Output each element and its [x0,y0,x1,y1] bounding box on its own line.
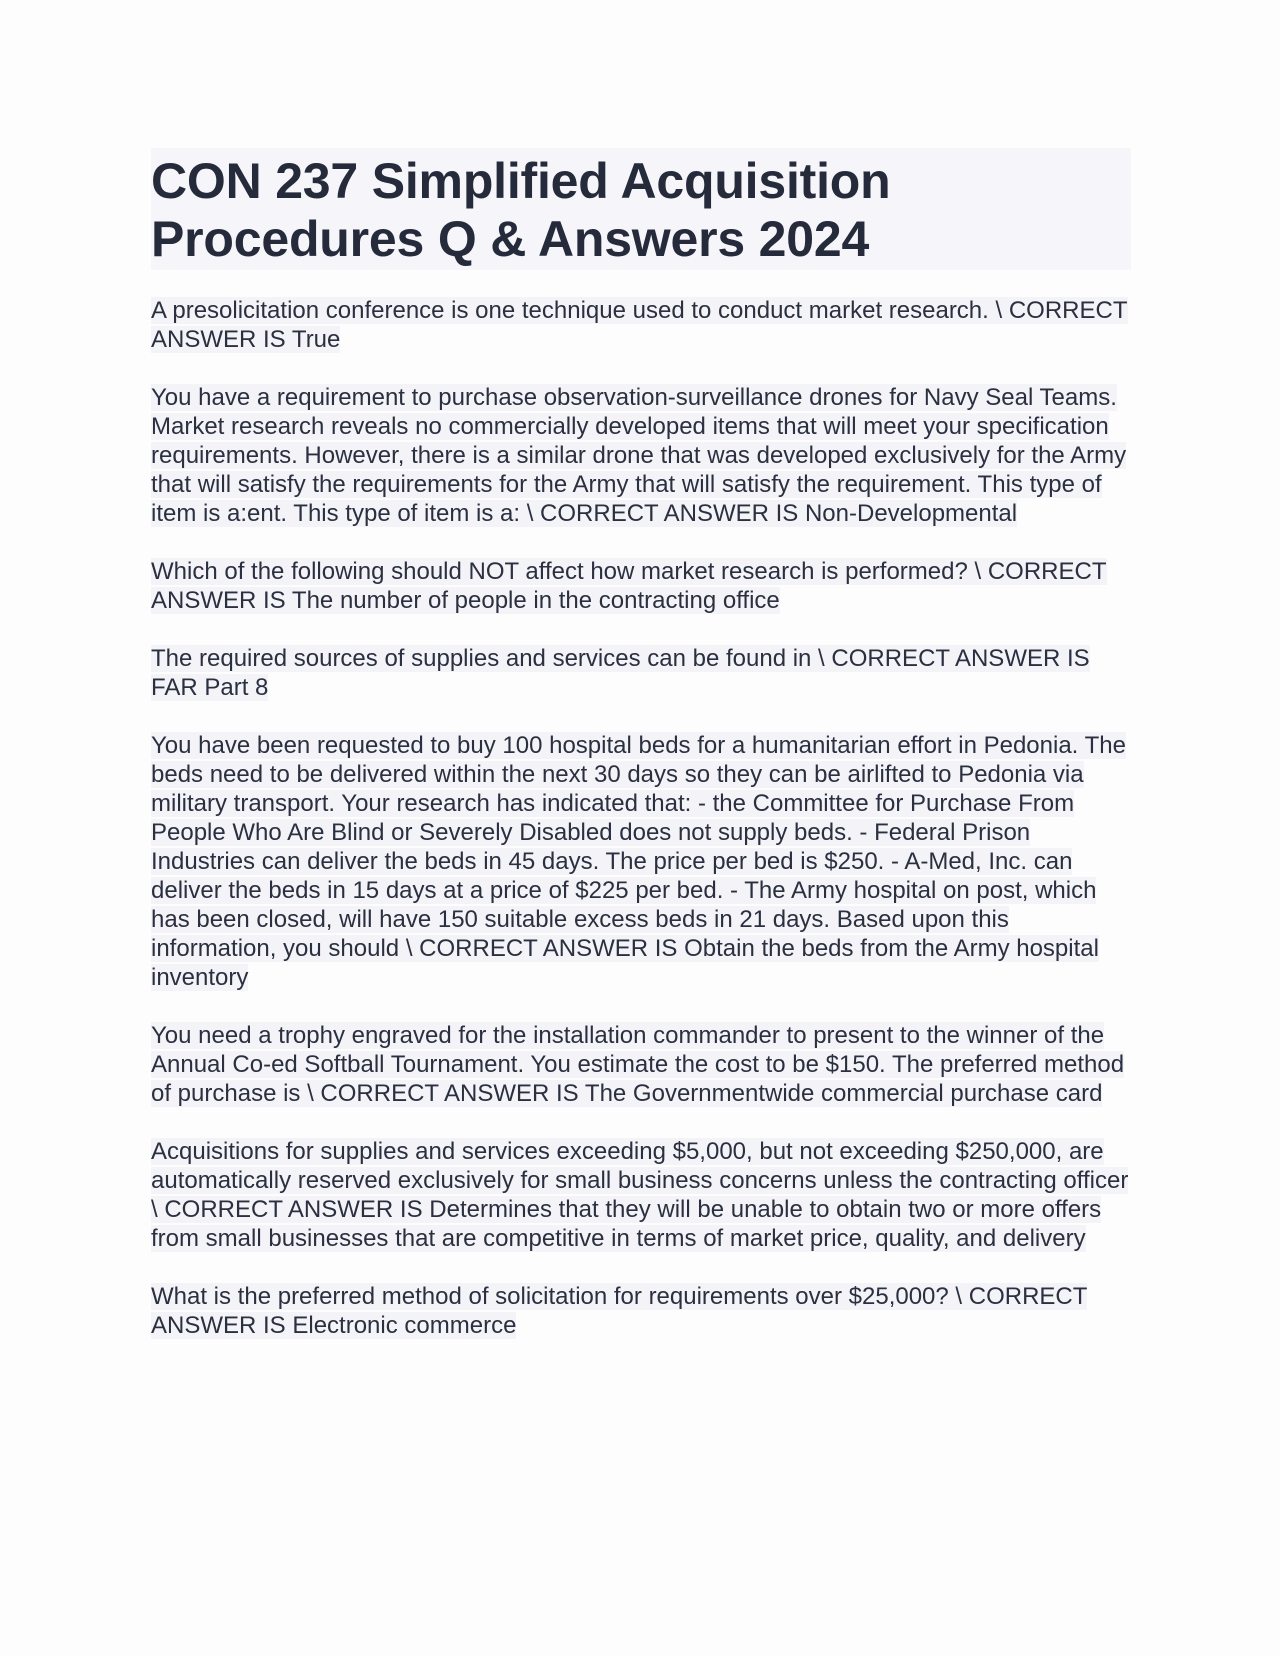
qa-item-6 [151,1021,1131,1108]
qa-item-8 [151,1282,1131,1340]
title-block [151,148,1131,270]
qa-item-2 [151,383,1131,528]
document-page [151,148,1131,1369]
qa-text: A presolicitation conference is one technique used to conduct market research. \ CORRECT ANSWER IS True [151,297,1128,353]
qa-item-4 [151,644,1131,702]
qa-text: Which of the following should NOT affect how market research is performed? \ CORRECT ANSWER IS The number of people in the contracting office [151,558,1107,614]
qa-text: What is the preferred method of solicitation for requirements over $25,000? \ CORRECT ANSWER IS Electronic commerce [151,1283,1088,1339]
qa-text: The required sources of supplies and services can be found in \ CORRECT ANSWER IS FAR Part 8 [151,645,1090,701]
qa-item-1 [151,296,1131,354]
qa-item-3 [151,557,1131,615]
qa-item-7 [151,1137,1131,1253]
page-title: CON 237 Simplified Acquisition Procedures Q & Answers 2024 [151,153,891,267]
qa-item-5 [151,731,1131,992]
qa-text: You need a trophy engraved for the installation commander to present to the winner of the Annual Co-ed Softball Tournament. You estimate the cost to be $150. The preferred method of purchase is \ CORRECT ANSWER IS The Governmentwide commercial purchase card [151,1022,1125,1107]
qa-text: You have a requirement to purchase observation-surveillance drones for Navy Seal Teams. Market research reveals no commercially developed items that will meet your specification requirements. However, there is a similar drone that was developed exclusively for the Army that will satisfy the requirements for the Army that will satisfy the requirement. This type of item is a:ent. This type of item is a: \ CORRECT ANSWER IS Non-Developmental [151,384,1127,527]
qa-text: Acquisitions for supplies and services exceeding $5,000, but not exceeding $250,000, are automatically reserved exclusively for small business concerns unless the contracting officer \ CORRECT ANSWER IS Determines that they will be unable to obtain two or more offers from small businesses that are competitive in terms of market price, quality, and delivery [151,1138,1129,1252]
qa-text: You have been requested to buy 100 hospital beds for a humanitarian effort in Pedonia. The beds need to be delivered within the next 30 days so they can be airlifted to Pedonia via military transport. Your research has indicated that: - the Committee for Purchase From People Who Are Blind or Severely Disabled does not supply beds. - Federal Prison Industries can deliver the beds in 45 days. The price per bed is $250. - A-Med, Inc. can deliver the beds in 15 days at a price of $225 per bed. - The Army hospital on post, which has been closed, will have 150 suitable excess beds in 21 days. Based upon this information, you should \ CORRECT ANSWER IS Obtain the beds from the Army hospital inventory [151,732,1126,991]
